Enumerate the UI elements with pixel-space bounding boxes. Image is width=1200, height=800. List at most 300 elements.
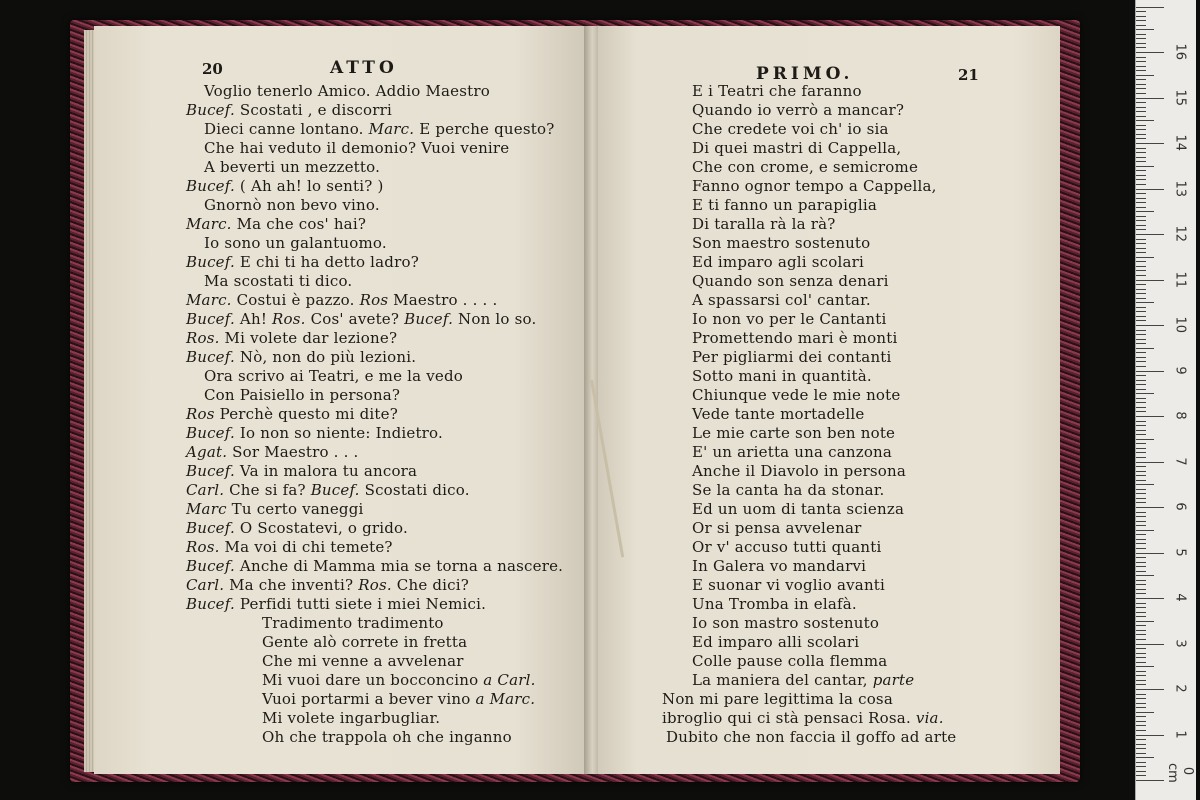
ruler-label: 5: [1172, 547, 1188, 557]
line-text: Perfidi tutti siete i miei Nemici.: [234, 595, 487, 613]
ruler-tick: [1136, 7, 1164, 8]
text-line: [692, 405, 864, 423]
line-text: Or v' accuso tutti quanti: [692, 538, 882, 556]
ruler-label: 15: [1172, 89, 1188, 106]
ruler-tick: [1136, 598, 1164, 599]
line-text: Se la canta ha da stonar.: [692, 481, 885, 499]
text-line: [692, 215, 836, 233]
ruler-tick: [1136, 694, 1146, 695]
ruler-tick: [1136, 744, 1146, 745]
text-line: [666, 728, 956, 746]
text-line: [692, 177, 937, 195]
ruler-tick: [1136, 184, 1146, 185]
ruler-tick: [1136, 721, 1146, 722]
text-line: [692, 139, 901, 157]
text-line: [186, 500, 364, 518]
ruler-tick: [1136, 603, 1146, 604]
ruler-tick: [1136, 29, 1154, 30]
speaker-name: a Carl.: [478, 671, 536, 689]
ruler-tick: [1136, 198, 1146, 199]
ruler-tick: [1136, 366, 1146, 367]
speaker-name: Bucef.: [186, 348, 235, 366]
text-line: [692, 329, 897, 347]
ruler-tick: [1136, 543, 1146, 544]
line-text: A beverti un mezzetto.: [204, 158, 381, 176]
right-page: [590, 26, 1060, 774]
ruler-tick: [1136, 343, 1146, 344]
line-text: Colle pause colla flemma: [692, 652, 888, 670]
ruler-tick: [1136, 725, 1146, 726]
ruler-tick: [1136, 780, 1164, 781]
ruler-label: 7: [1172, 456, 1188, 466]
text-line: [204, 367, 463, 385]
ruler-tick: [1136, 380, 1146, 381]
ruler-tick: [1136, 653, 1146, 654]
ruler-tick: [1136, 475, 1146, 476]
text-line: [692, 310, 887, 328]
line-text: Vuoi portarmi a bever vino: [262, 690, 471, 708]
text-line: [692, 234, 870, 252]
text-line: [262, 728, 512, 746]
line-text: Sor Maestro . . .: [227, 443, 359, 461]
ruler-tick: [1136, 320, 1146, 321]
ruler-tick: [1136, 229, 1146, 230]
speaker-name: Bucef.: [404, 310, 454, 328]
ruler-tick: [1136, 298, 1146, 299]
speaker-name: Marc.: [368, 120, 415, 138]
text-line: [692, 614, 879, 632]
text-line: [204, 158, 380, 176]
line-text: Io sono un galantuomo.: [204, 234, 387, 252]
ruler-tick: [1136, 571, 1146, 572]
ruler-tick: [1136, 430, 1146, 431]
line-text: Quando son senza denari: [692, 272, 889, 290]
speaker-name: Bucef.: [310, 481, 360, 499]
text-line: [204, 386, 400, 404]
ruler-tick: [1136, 239, 1146, 240]
speaker-name: Ros.: [358, 576, 392, 594]
ruler-tick: [1136, 411, 1146, 412]
line-text: Che dici?: [391, 576, 470, 594]
ruler-label: 3: [1172, 638, 1188, 648]
ruler-tick: [1136, 634, 1146, 635]
line-text: E i Teatri che faranno: [692, 82, 862, 100]
ruler-tick: [1136, 735, 1164, 736]
ruler-tick: [1136, 307, 1146, 308]
ruler-tick: [1136, 689, 1164, 690]
ruler-tick: [1136, 270, 1146, 271]
ruler-tick: [1136, 534, 1146, 535]
ruler-tick: [1136, 161, 1146, 162]
line-text: Con Paisiello in persona?: [204, 386, 401, 404]
ruler-tick: [1136, 748, 1146, 749]
ruler-tick: [1136, 330, 1146, 331]
text-line: [692, 500, 904, 518]
ruler-tick: [1136, 47, 1146, 48]
line-text: Scostati , e discorri: [234, 101, 392, 119]
ruler-tick: [1136, 621, 1154, 622]
ruler-tick: [1136, 593, 1146, 594]
ruler-tick: [1136, 38, 1146, 39]
text-line: [692, 253, 864, 271]
text-line: [692, 424, 895, 442]
ruler-tick: [1136, 762, 1146, 763]
ruler-tick: [1136, 61, 1146, 62]
line-text: Fanno ognor tempo a Cappella,: [692, 177, 937, 195]
ruler-label: 2: [1172, 684, 1188, 693]
line-text: Ed imparo agli scolari: [692, 253, 865, 271]
text-line: [692, 481, 885, 499]
line-text: Ma voi di chi temete?: [219, 538, 393, 556]
ruler-tick: [1136, 189, 1164, 190]
text-line: [692, 538, 882, 556]
ruler-tick: [1136, 521, 1146, 522]
ruler-label: 9: [1172, 365, 1188, 375]
text-line: [204, 139, 509, 157]
ruler-label: 4: [1172, 593, 1188, 602]
text-line: [186, 519, 408, 537]
ruler-tick: [1136, 166, 1154, 167]
ruler-tick: [1136, 766, 1146, 767]
text-line: [692, 272, 889, 290]
ruler-tick: [1136, 120, 1154, 121]
ruler-tick: [1136, 207, 1146, 208]
ruler-tick: [1136, 698, 1146, 699]
text-line: [262, 614, 444, 632]
line-text: Mi volete dar lezione?: [219, 329, 398, 347]
ruler-tick: [1136, 170, 1146, 171]
text-line: [186, 481, 470, 499]
line-text: Scostati dico.: [359, 481, 470, 499]
ruler-tick: [1136, 248, 1146, 249]
ruler-tick: [1136, 252, 1146, 253]
ruler-tick: [1136, 539, 1146, 540]
ruler-tick: [1136, 202, 1146, 203]
line-text: In Galera vo mandarvi: [692, 557, 867, 575]
ruler-tick: [1136, 443, 1146, 444]
ruler-tick: [1136, 348, 1154, 349]
line-text: Voglio tenerlo Amico. Addio Maestro: [204, 82, 490, 100]
line-text: Or si pensa avvelenar: [692, 519, 862, 537]
ruler-tick: [1136, 548, 1146, 549]
line-text: E ti fanno un parapiglia: [692, 196, 878, 214]
speaker-name: Bucef.: [186, 177, 235, 195]
ruler-tick: [1136, 393, 1154, 394]
ruler-tick: [1136, 421, 1146, 422]
ruler-tick: [1136, 775, 1146, 776]
ruler-tick: [1136, 275, 1146, 276]
text-line: [662, 690, 893, 708]
speaker-name: Marc.: [186, 215, 232, 233]
ruler-tick: [1136, 216, 1146, 217]
ruler-label: 0 cm: [1165, 763, 1195, 783]
line-text: Ma che cos' hai?: [231, 215, 367, 233]
measuring-ruler: [1135, 0, 1196, 800]
speaker-name: Ros.: [186, 329, 220, 347]
line-text: Le mie carte son ben note: [692, 424, 896, 442]
line-text: Di taralla rà la rà?: [692, 215, 836, 233]
line-text: Tu certo vaneggi: [226, 500, 364, 518]
ruler-tick: [1136, 243, 1146, 244]
ruler-tick: [1136, 471, 1146, 472]
text-line: [186, 538, 393, 556]
ruler-tick: [1136, 220, 1146, 221]
text-line: [692, 652, 887, 670]
ruler-label: 8: [1172, 411, 1188, 420]
page-number: 20: [202, 60, 223, 78]
text-line: [186, 595, 486, 613]
ruler-tick: [1136, 52, 1164, 53]
text-line: [186, 253, 419, 271]
line-text: Io non so niente: Indietro.: [234, 424, 443, 442]
line-text: ( Ah ah! lo senti? ): [234, 177, 384, 195]
ruler-tick: [1136, 225, 1146, 226]
ruler-tick: [1136, 625, 1146, 626]
text-line: [186, 291, 497, 309]
text-line: [186, 557, 563, 575]
text-line: [204, 120, 554, 138]
ruler-tick: [1136, 88, 1146, 89]
ruler-label: 12: [1172, 225, 1188, 243]
text-line: [204, 82, 490, 100]
line-text: Anche di Mamma mia se torna a nascere.: [234, 557, 564, 575]
text-line: [186, 215, 366, 233]
ruler-tick: [1136, 630, 1146, 631]
ruler-tick: [1136, 352, 1146, 353]
ruler-tick: [1136, 480, 1146, 481]
ruler-tick: [1136, 502, 1146, 503]
ruler-tick: [1136, 712, 1154, 713]
ruler-tick: [1136, 293, 1146, 294]
ruler-tick: [1136, 439, 1154, 440]
ruler-tick: [1136, 325, 1164, 326]
ruler-tick: [1136, 193, 1146, 194]
ruler-tick: [1136, 75, 1154, 76]
running-header: ATTO: [330, 58, 398, 78]
ruler-tick: [1136, 261, 1146, 262]
ruler-tick: [1136, 116, 1146, 117]
ruler-tick: [1136, 462, 1164, 463]
ruler-tick: [1136, 498, 1146, 499]
line-text: Ma che inventi?: [224, 576, 359, 594]
text-line: [186, 101, 392, 119]
speaker-name: Bucef.: [186, 310, 235, 328]
speaker-name: via.: [910, 709, 944, 727]
ruler-tick: [1136, 639, 1146, 640]
ruler-tick: [1136, 25, 1146, 26]
line-text: Di quei mastri di Cappella,: [692, 139, 902, 157]
ruler-tick: [1136, 680, 1146, 681]
ruler-tick: [1136, 79, 1146, 80]
ruler-tick: [1136, 584, 1146, 585]
ruler-tick: [1136, 284, 1146, 285]
line-text: E suonar vi voglio avanti: [692, 576, 886, 594]
ruler-tick: [1136, 70, 1146, 71]
line-text: Cos' avete?: [305, 310, 405, 328]
speaker-name: Ros.: [272, 310, 306, 328]
ruler-tick: [1136, 575, 1154, 576]
ruler-tick: [1136, 707, 1146, 708]
speaker-name: Agat.: [186, 443, 228, 461]
ruler-tick: [1136, 375, 1146, 376]
text-line: [186, 576, 469, 594]
speaker-name: Bucef.: [186, 424, 235, 442]
ruler-label: 14: [1172, 134, 1188, 152]
text-line: [692, 519, 861, 537]
ruler-tick: [1136, 234, 1164, 235]
text-line: [692, 576, 885, 594]
ruler-tick: [1136, 316, 1146, 317]
ruler-tick: [1136, 98, 1164, 99]
text-line: [186, 177, 384, 195]
text-line: [692, 386, 900, 404]
ruler-tick: [1136, 148, 1146, 149]
line-text: Maestro . . . .: [388, 291, 498, 309]
ruler-tick: [1136, 512, 1146, 513]
ruler-tick: [1136, 11, 1146, 12]
ruler-tick: [1136, 138, 1146, 139]
text-line: [262, 709, 440, 727]
ruler-tick: [1136, 280, 1164, 281]
ruler-tick: [1136, 716, 1146, 717]
ruler-tick: [1136, 175, 1146, 176]
speaker-name: Bucef.: [186, 595, 235, 613]
speaker-name: Ros: [186, 405, 215, 423]
text-line: [692, 158, 918, 176]
text-line: [262, 652, 464, 670]
speaker-name: Ros.: [186, 538, 220, 556]
line-text: E' un arietta una canzona: [692, 443, 893, 461]
line-text: Per pigliarmi dei contanti: [692, 348, 892, 366]
text-line: [204, 234, 387, 252]
ruler-tick: [1136, 416, 1164, 417]
line-text: Tradimento tradimento: [262, 614, 444, 632]
line-text: Anche il Diavolo in persona: [692, 462, 907, 480]
line-text: Una Tromba in elafà.: [692, 595, 857, 613]
ruler-tick: [1136, 466, 1146, 467]
text-line: [186, 329, 397, 347]
line-text: Che si fa?: [224, 481, 311, 499]
line-text: A spassarsi col' cantar.: [692, 291, 871, 309]
line-text: Non mi pare legittima la cosa: [662, 690, 893, 708]
ruler-tick: [1136, 402, 1146, 403]
ruler-tick: [1136, 125, 1146, 126]
text-line: [262, 633, 467, 651]
text-line: [692, 443, 892, 461]
ruler-label: 1: [1172, 729, 1188, 739]
line-text: Ed un uom di tanta scienza: [692, 500, 905, 518]
ruler-label: 13: [1172, 180, 1188, 197]
ruler-tick: [1136, 739, 1146, 740]
ruler-tick: [1136, 179, 1146, 180]
page-number: 21: [958, 66, 979, 84]
ruler-tick: [1136, 157, 1146, 158]
text-line: [692, 291, 871, 309]
ruler-tick: [1136, 389, 1146, 390]
line-text: E perche questo?: [414, 120, 555, 138]
ruler-tick: [1136, 489, 1146, 490]
line-text: Che con crome, e semicrome: [692, 158, 919, 176]
text-line: [692, 633, 859, 651]
speaker-name: a Marc.: [470, 690, 536, 708]
speaker-name: Bucef.: [186, 462, 235, 480]
ruler-tick: [1136, 557, 1146, 558]
ruler-tick: [1136, 102, 1146, 103]
text-line: [692, 671, 914, 689]
left-page: [94, 26, 588, 774]
ruler-tick: [1136, 666, 1154, 667]
ruler-tick: [1136, 84, 1146, 85]
ruler-tick: [1136, 129, 1146, 130]
ruler-label: 11: [1172, 271, 1188, 288]
ruler-tick: [1136, 111, 1146, 112]
ruler-label: 10: [1172, 316, 1188, 334]
text-line: [692, 348, 892, 366]
text-line: [692, 82, 862, 100]
speaker-name: Marc: [186, 500, 227, 518]
speaker-name: Carl.: [186, 576, 225, 594]
line-text: Io non vo per le Cantanti: [692, 310, 887, 328]
ruler-tick: [1136, 580, 1146, 581]
ruler-tick: [1136, 671, 1146, 672]
ruler-tick: [1136, 398, 1146, 399]
ruler-tick: [1136, 484, 1154, 485]
line-text: La maniera del cantar,: [692, 671, 868, 689]
line-text: Ed imparo alli scolari: [692, 633, 860, 651]
speaker-name: Bucef.: [186, 101, 235, 119]
line-text: Che mi venne a avvelenar: [262, 652, 464, 670]
ruler-tick: [1136, 266, 1146, 267]
text-line: [692, 595, 857, 613]
text-line: [692, 557, 866, 575]
text-line: [186, 348, 416, 366]
line-text: Dieci canne lontano.: [204, 120, 369, 138]
line-text: Promettendo mari è monti: [692, 329, 898, 347]
line-text: Che hai veduto il demonio? Vuoi venire: [204, 139, 510, 157]
line-text: Ora scrivo ai Teatri, e me la vedo: [204, 367, 464, 385]
text-line: [262, 671, 536, 689]
ruler-tick: [1136, 43, 1146, 44]
line-text: Vede tante mortadelle: [692, 405, 865, 423]
ruler-tick: [1136, 457, 1146, 458]
line-text: O Scostatevi, o grido.: [234, 519, 408, 537]
ruler-tick: [1136, 257, 1154, 258]
line-text: Io son mastro sostenuto: [692, 614, 880, 632]
text-line: [692, 101, 904, 119]
ruler-tick: [1136, 562, 1146, 563]
ruler-label: 6: [1172, 502, 1188, 511]
ruler-tick: [1136, 644, 1164, 645]
speaker-name: parte: [867, 671, 915, 689]
speaker-name: Carl.: [186, 481, 225, 499]
ruler-tick: [1136, 589, 1146, 590]
ruler-tick: [1136, 211, 1154, 212]
ruler-tick: [1136, 16, 1146, 17]
text-line: [692, 367, 872, 385]
ruler-tick: [1136, 66, 1146, 67]
speaker-name: Bucef.: [186, 557, 235, 575]
ruler-tick: [1136, 553, 1164, 554]
line-text: Perchè questo mi dite?: [214, 405, 398, 423]
text-line: [692, 196, 877, 214]
text-line: [186, 443, 359, 461]
ruler-tick: [1136, 371, 1164, 372]
ruler-tick: [1136, 448, 1146, 449]
line-text: ibroglio qui ci stà pensaci Rosa.: [662, 709, 911, 727]
line-text: Oh che trappola oh che inganno: [262, 728, 512, 746]
line-text: Ah!: [234, 310, 273, 328]
text-line: [204, 196, 380, 214]
